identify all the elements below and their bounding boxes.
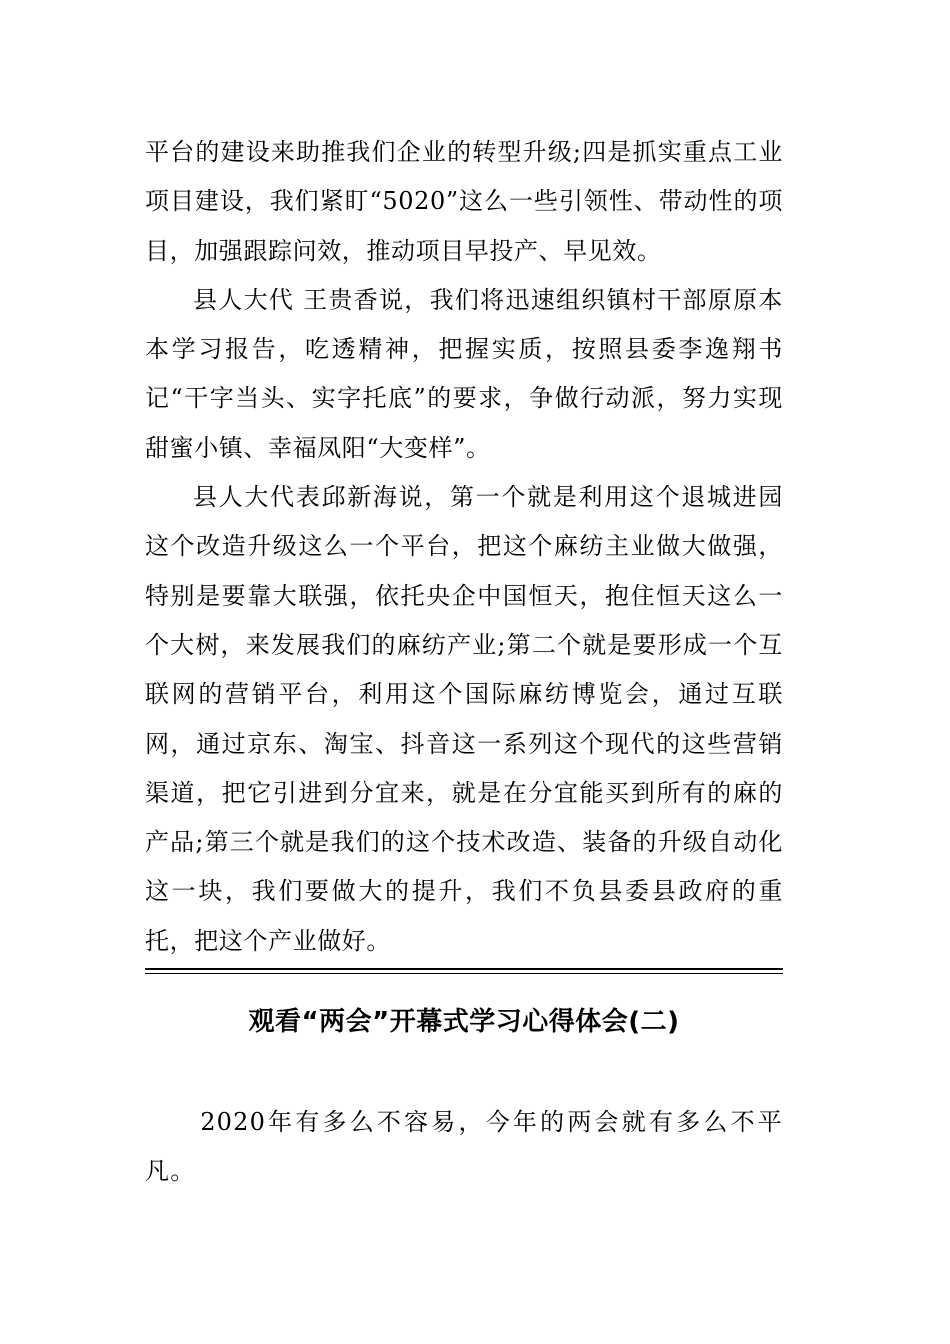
- section-1-body: [145, 128, 783, 966]
- paragraph: 县人大代表邱新海说，第一个就是利用这个退城进园这个改造升级这么一个平台，把这个麻纺主业做大做强，特别是要靠大联强，依托央企中国恒天，抱住恒天这么一个大树，来发展我们的麻纺产业;第二个就是要形成一个互联网的营销平台，利用这个国际麻纺博览会，通过互联网，通过京东、淘宝、抖音这一系列这个现代的这些营销渠道，把它引进到分宜来，就是在分宜能买到所有的麻的产品;第三个就是我们的这个技术改造、装备的升级自动化这一块，我们要做大的提升，我们不负县委县政府的重托，把这个产业做好。: [145, 483, 783, 955]
- section-divider-thick: [145, 968, 783, 970]
- section-divider-thin: [145, 973, 783, 974]
- paragraph: 2020年有多么不容易，今年的两会就有多么不平凡。: [145, 1108, 783, 1186]
- paragraph: 平台的建设来助推我们企业的转型升级;四是抓实重点工业项目建设，我们紧盯“5020”这么一些引领性、带动性的项目，加强跟踪问效，推动项目早投产、早见效。: [145, 138, 783, 265]
- section-2-title: 观看“两会”开幕式学习心得体会(二): [248, 1007, 680, 1037]
- section-2-body: [145, 1098, 783, 1197]
- paragraph: 县人大代 王贵香说，我们将迅速组织镇村干部原原本本学习报告，吃透精神，把握实质，按照县委李逸翔书记“干字当头、实字托底”的要求，争做行动派，努力实现甜蜜小镇、幸福凤阳“大变样”。: [145, 285, 783, 462]
